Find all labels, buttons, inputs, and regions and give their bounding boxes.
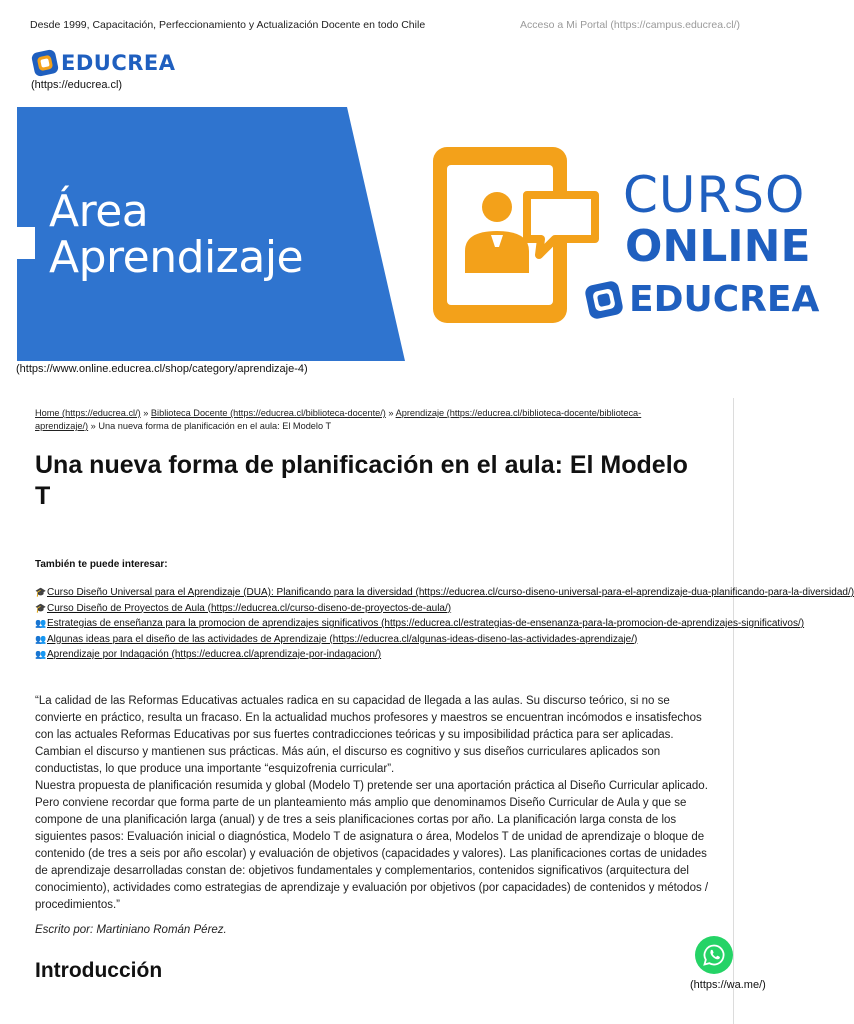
educrea-logo[interactable] <box>33 51 176 75</box>
breadcrumb-aprendizaje[interactable]: Aprendizaje (https://educrea.cl/biblioteca-docente/biblioteca-aprendizaje/) <box>35 408 642 431</box>
related-heading: También te puede interesar: <box>35 559 168 570</box>
users-icon: 👥 <box>35 649 47 659</box>
banner-educrea-icon <box>584 279 624 319</box>
portal-access-link[interactable]: Acceso a Mi Portal (https://campus.educrea.cl/) <box>519 19 740 31</box>
list-item[interactable] <box>35 616 805 632</box>
users-icon: 👥 <box>35 633 47 644</box>
users-icon: 👥 <box>35 618 47 628</box>
breadcrumb-current: Una nueva forma de planificación en el aula: El Modelo T <box>98 421 332 431</box>
list-item[interactable] <box>35 585 854 601</box>
list-item[interactable] <box>35 601 707 617</box>
whatsapp-link[interactable]: (https://wa.me/) <box>690 979 766 991</box>
breadcrumb-separator: » <box>140 408 151 418</box>
related-link[interactable]: Curso Diseño de Proyectos de Aula (https://educrea.cl/curso-diseno-de-proyectos-de-aula/) <box>47 602 452 614</box>
breadcrumb-home[interactable]: Home (https://educrea.cl/) <box>35 408 141 418</box>
page-title: Una nueva forma de planificación en el aula: El Modelo T <box>35 451 688 510</box>
phone-chat-icon <box>427 143 607 328</box>
related-link[interactable]: Aprendizaje por Indagación (https://educrea.cl/aprendizaje-por-indagacion/) <box>47 649 382 660</box>
graduation-cap-icon: 🎓 <box>35 587 47 597</box>
whatsapp-icon <box>702 943 726 967</box>
breadcrumb-separator: » <box>88 421 99 431</box>
banner-link[interactable]: (https://www.online.educrea.cl/shop/category/aprendizaje-4) <box>16 363 308 375</box>
logo-text: EDUCREA <box>61 51 176 75</box>
home-link[interactable]: (https://educrea.cl) <box>31 79 123 91</box>
graduation-cap-icon: 🎓 <box>35 602 47 613</box>
breadcrumb-separator: » <box>385 408 396 418</box>
banner-online-text: ONLINE <box>625 221 811 272</box>
list-item[interactable] <box>35 632 707 648</box>
top-bar <box>0 0 768 48</box>
banner-notch <box>17 227 35 259</box>
related-link[interactable]: Algunas ideas para el diseño de las actividades de Aprendizaje (https://educrea.cl/algunas-ideas-diseno-las-actividades-aprendizaje/) <box>47 633 638 645</box>
quote-paragraph-2: Nuestra propuesta de planificación resumida y global (Modelo T) pretende ser una aportación práctica al Diseño Curricular aplicado. Pero conviene recordar que forma parte de un planteamiento más amplio que denominamos Diseño Curricular de Aula y que se compone de una planificación larga (anual) y de tres a seis planificaciones cortas por año. La planificación larga consta de los siguientes pasos: Evaluación inicial o diagnóstica, Modelo T de asignatura o área, Modelos T de unidad de aprendizaje o bloque de contenido (de tres a seis por año escolar) y evaluación de objetivos (capacidades y valores). Las planificaciones cortas de unidades de aprendizaje desarrolladas constan de: objetivos fundamentales y complementarios, contenidos significativos (arquitectura del conocimiento), actividades como estrategias de aprendizaje y evaluación por objetivos (por capacidades) de contenidos y métodos / procedimientos.” <box>35 780 709 911</box>
banner-title-line1: Área <box>49 186 149 237</box>
breadcrumb-biblioteca[interactable]: Biblioteca Docente (https://educrea.cl/biblioteca-docente/) <box>150 408 386 418</box>
area-aprendizaje-banner[interactable] <box>17 107 820 361</box>
list-item[interactable] <box>35 647 707 663</box>
article-body <box>35 693 711 914</box>
banner-title <box>49 186 304 283</box>
banner-title-line2: Aprendizaje <box>49 232 304 283</box>
banner-curso-text: CURSO <box>623 166 806 224</box>
quote-paragraph-1: “La calidad de las Reformas Educativas actuales radica en su capacidad de llegada a las aulas. Su discurso teórico, si no se convierte en práctico, resulta un fracaso. En la actualidad muchos profesores y maestros se encuentran incómodos e insatisfechos con las actuales Reformas Educativas por sus fuertes contradicciones teóricas y su imposibilidad práctica para ser aplicadas. Cambian el discurso y mantienen sus prácticas. Más aún, el discurso es cognitivo y sus diseños curriculares aplicados son conductistas, lo que produce una importante “esquizofrenia curricular”. <box>35 695 702 775</box>
author-credit: Escrito por: Martiniano Román Pérez. <box>35 924 227 936</box>
related-link[interactable]: Estrategias de enseñanza para la promocion de aprendizajes significativos (https://educrea.cl/estrategias-de-ensenanza-para-la-promocion-de-aprendizajes-significativos/) <box>47 618 805 629</box>
site-tagline: Desde 1999, Capacitación, Perfeccionamiento y Actualización Docente en todo Chile <box>30 19 426 31</box>
related-list <box>35 585 854 663</box>
educrea-logo-icon <box>31 49 59 77</box>
breadcrumb <box>35 407 675 433</box>
content-divider <box>733 398 734 1024</box>
related-link[interactable]: Curso Diseño Universal para el Aprendizaje (DUA): Planificando para la diversidad (https://educrea.cl/curso-diseno-universal-para-el-aprendizaje-dua-planificando-para-la-diversidad/) <box>47 587 854 598</box>
whatsapp-button[interactable] <box>695 936 733 974</box>
section-heading-introduccion: Introducción <box>35 959 163 982</box>
banner-educrea-word: EDUCREA <box>629 279 820 320</box>
banner-educrea-logo <box>587 279 819 320</box>
